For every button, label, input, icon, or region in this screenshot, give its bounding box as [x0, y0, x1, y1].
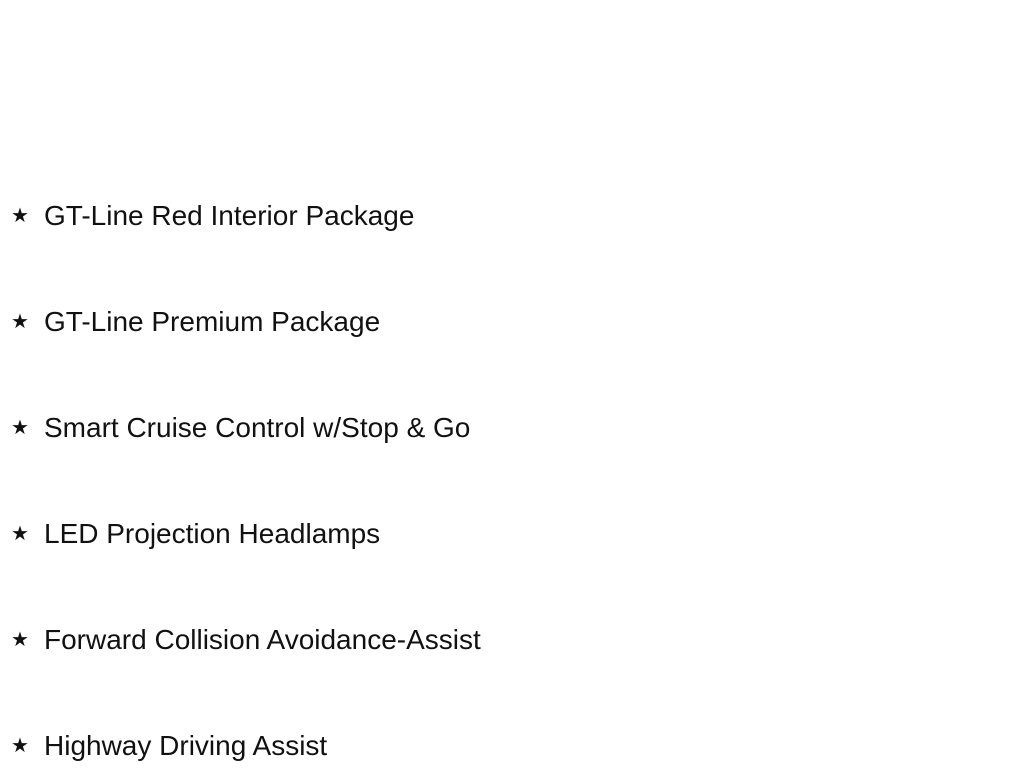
star-icon: ★ — [11, 417, 29, 439]
list-item — [0, 163, 481, 269]
list-item — [0, 269, 481, 375]
feature-label: LED Projection Headlamps — [44, 518, 381, 549]
list-item — [0, 375, 481, 481]
feature-label: Highway Driving Assist — [44, 730, 328, 761]
star-icon: ★ — [11, 523, 29, 545]
list-item — [0, 693, 481, 768]
feature-label: Forward Collision Avoidance-Assist — [44, 624, 481, 655]
star-icon: ★ — [11, 205, 29, 227]
star-icon: ★ — [11, 735, 29, 757]
feature-label: Smart Cruise Control w/Stop & Go — [44, 412, 471, 443]
feature-label: GT-Line Premium Package — [44, 306, 381, 337]
list-item — [0, 587, 481, 693]
feature-list — [0, 163, 481, 768]
list-item — [0, 481, 481, 587]
star-icon: ★ — [11, 629, 29, 651]
star-icon: ★ — [11, 311, 29, 333]
feature-label: GT-Line Red Interior Package — [44, 200, 415, 231]
